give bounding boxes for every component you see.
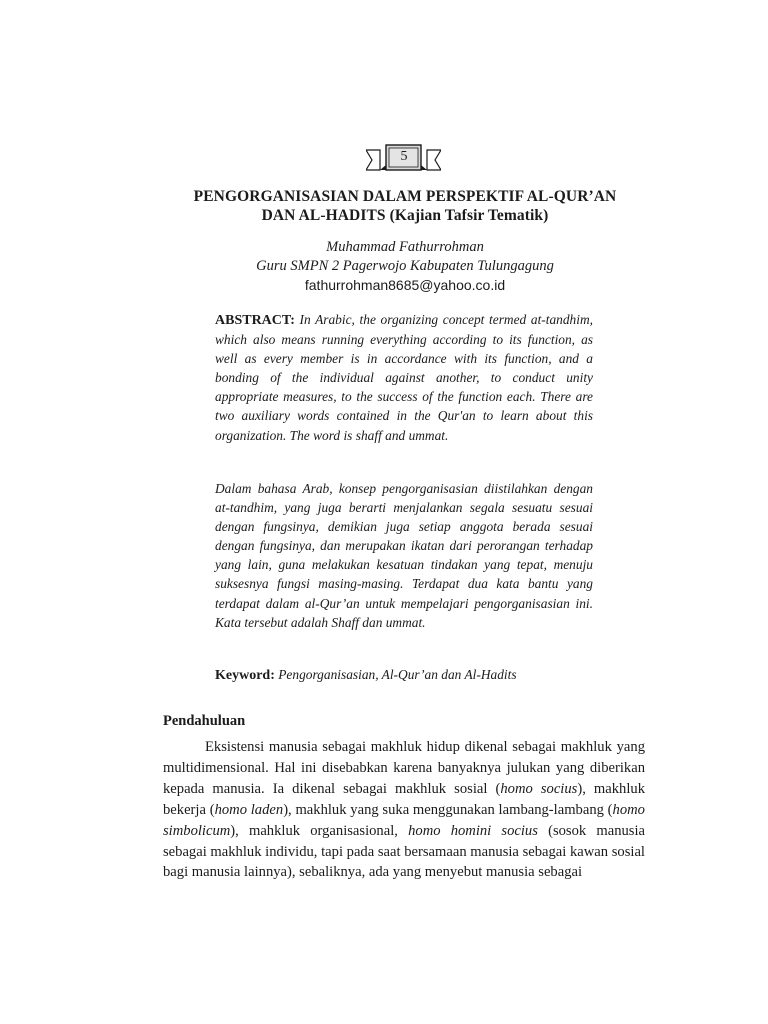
article-title-line-2: [100, 206, 710, 225]
body-text-2: ), makhluk bekerja (: [163, 780, 645, 818]
section-heading: Pendahuluan: [163, 713, 246, 729]
article-title-line-1: PENGORGANISASIAN DALAM PERSPEKTIF AL-QUR’AN: [193, 188, 617, 205]
abstract-english-text: In Arabic, the organizing concept termed at-tandhim, which also means running everything according to its function, as well as every member is in accordance with its function, and a bonding of the individual against another, to conduct unity appropriate measures, to the success of the function each. There are two auxiliary words contained in the Qur'an to learn about this organization. The word is shaff and ummat.: [215, 312, 593, 443]
abstract-indonesian: Dalam bahasa Arab, konsep pengorganisasian diistilahkan dengan at-tandhim, yang juga berarti menjalankan segala sesuatu sesuai dengan fungsinya, demikian juga setiap anggota berada sesuai dengan fungsinya, dan merupakan ikatan dari perorangan terhadap yang lain, guna melakukan kesatuan tindakan yang tepat, menuju suksesnya fungsi masing-masing. Terdapat dua kata bantu yang terdapat dalam al-Qur’an untuk mempelajari pengorganisasian ini. Kata tersebut adalah Shaff dan ummat.: [215, 481, 593, 630]
body-term-3: homo simbolicum: [163, 801, 645, 839]
chapter-ribbon: [366, 143, 441, 173]
body-paragraph: [163, 737, 645, 883]
article-title-main: DAN AL-HADITS: [261, 207, 386, 224]
body-text-1: Eksistensi manusia sebagai makhluk hidup dikenal sebagai makhluk yang multidimensional. Hal ini disebabkan karena banyaknya julukan yang diberikan kepada manusia. Ia dikenal sebagai makhluk sosial (: [163, 739, 645, 797]
body-term-2: homo laden: [214, 801, 284, 818]
body-term-1: homo socius: [500, 780, 578, 797]
body-term-4: homo homini socius: [408, 822, 538, 839]
chapter-number: 5: [400, 149, 408, 164]
author-email: fathurrohman8685@yahoo.co.id: [304, 277, 506, 293]
author-affiliation: Guru SMPN 2 Pagerwojo Kabupaten Tulungagung: [256, 258, 554, 274]
article-subtitle: (Kajian Tafsir Tematik): [389, 207, 549, 224]
body-text-4: ), mahkluk organisasional,: [230, 822, 409, 839]
author-name: Muhammad Fathurrohman: [326, 239, 484, 255]
keyword-label: Keyword:: [215, 668, 275, 683]
keyword-value: Pengorganisasian, Al-Qur’an dan Al-Hadits: [278, 667, 517, 682]
body-text-3: ), makhluk yang suka menggunakan lambang-lambang (: [283, 801, 613, 818]
keywords: [215, 665, 593, 685]
abstract-label: ABSTRACT:: [215, 313, 295, 328]
abstract-english: [215, 310, 593, 445]
body-text-5: (sosok manusia sebagai makhluk individu, tapi pada saat bersamaan manusia sebagai kawan sosial bagi manusia lainnya), sebaliknya, ada yang menyebut manusia sebagai: [163, 822, 645, 881]
